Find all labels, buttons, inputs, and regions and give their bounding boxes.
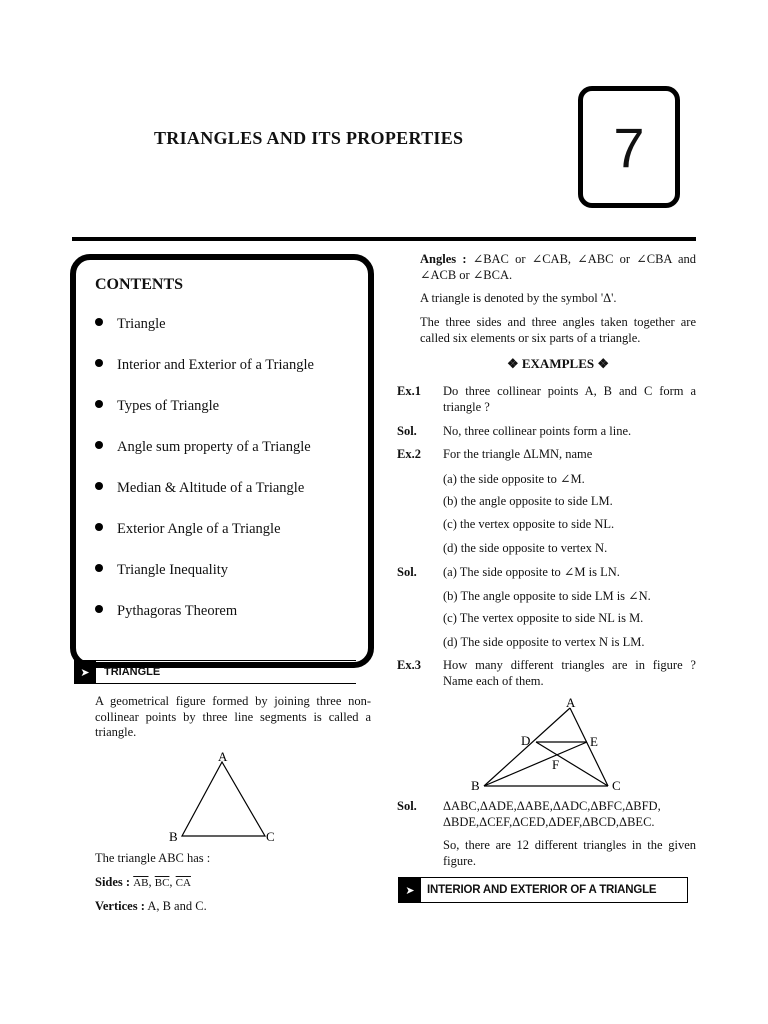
triangle-abc-figure [160,746,280,846]
ex2-item-a: (a) the side opposite to ∠M. [443,472,585,486]
sol3-conclusion: So, there are 12 different triangles in the given figure. [443,838,696,868]
contents-item: Median & Altitude of a Triangle [95,476,314,517]
triangle-caption: The triangle ABC has : [95,851,211,865]
contents-item: Types of Triangle [95,394,314,435]
contents-item: Pythagoras Theorem [95,599,314,640]
solution-1 [397,424,696,440]
interior-exterior-label: INTERIOR AND EXTERIOR OF A TRIANGLE [427,884,657,896]
chapter-title: TRIANGLES AND ITS PROPERTIES [154,128,464,148]
sol1-label: Sol. [397,424,417,438]
side-ab: $\overline{AB}$ [133,877,149,889]
fig2-label-b: B [471,778,480,793]
contents-item: Triangle [95,312,314,353]
interior-exterior-heading [398,877,688,903]
arrow-icon: ➤ [399,878,421,902]
ex2-item-c: (c) the vertex opposite to side NL. [443,517,615,531]
sol1-text: No, three collinear points form a line. [443,424,632,438]
ex3-label: Ex.3 [397,658,421,672]
ex3-triangle-figure [462,694,642,794]
vertices-text: A, B and C. [147,899,207,913]
sol2-item-a: (a) The side opposite to ∠M is LN. [443,565,620,579]
contents-item: Triangle Inequality [95,558,314,599]
ex1-label: Ex.1 [397,384,421,398]
vertex-label-c: C [266,829,275,844]
sides-label: Sides : [95,875,131,889]
angles-text: ∠BAC or ∠CAB, ∠ABC or ∠CBA and ∠ACB or ∠BCA. [420,252,697,282]
triangle-abc-shape [182,762,265,836]
contents-item: Interior and Exterior of a Triangle [95,353,314,394]
six-elements-paragraph: The three sides and three angles taken together are called six elements or six parts of a triangle. [420,315,696,345]
fig2-label-f: F [552,757,560,772]
contents-list [95,312,314,640]
fig2-label-e: E [590,734,598,749]
ex2-label: Ex.2 [397,447,421,461]
fig2-label-d: D [521,733,531,748]
side-ca: $\overline{CA}$ [175,877,191,889]
triangle-section-heading [74,660,356,684]
header-rule [72,237,696,241]
sol3-text: ΔABC,ΔADE,ΔABE,ΔADC,ΔBFC,ΔBFD, ΔBDE,ΔCEF,ΔCED,ΔDEF,ΔBCD,ΔBEC. [443,799,661,829]
sides-line: Sides : $\overline{AB}$, $\overline{BC}$, $\overline{CA}$ [95,875,191,889]
ex3-text: How many different triangles are in figure ? Name each of them. [443,658,696,688]
fig2-label-a: A [566,695,576,710]
example-1 [397,384,696,415]
fig2-label-c: C [612,778,621,793]
contents-item: Exterior Angle of a Triangle [95,517,314,558]
arrow-icon: ➤ [74,660,96,684]
vertex-label-b: B [169,829,178,844]
example-2 [397,447,696,463]
sol2-item-d: (d) The side opposite to vertex N is LM. [443,635,645,649]
ex1-text: Do three collinear points A, B and C form a triangle ? [443,384,696,414]
sol2-label: Sol. [397,565,417,579]
ex2-text: For the triangle ΔLMN, name [443,447,593,461]
triangle-definition: A geometrical figure formed by joining three non-collinear points by three line segments is called a triangle. [95,694,371,739]
sol2-item-b: (b) The angle opposite to side LM is ∠N. [443,589,651,603]
ex2-item-b: (b) the angle opposite to side LM. [443,494,613,508]
examples-heading: ❖ EXAMPLES ❖ [506,356,610,371]
solution-3 [397,799,696,830]
angles-paragraph [420,252,696,283]
chapter-number-box [578,86,680,208]
sol3-label: Sol. [397,799,417,813]
sol2-item-c: (c) The vertex opposite to side NL is M. [443,611,644,625]
vertices-label: Vertices : [95,899,145,913]
triangle-heading-label: TRIANGLE [104,666,161,678]
ex2-item-d: (d) the side opposite to vertex N. [443,541,608,555]
solution-2 [397,565,696,581]
symbol-paragraph: A triangle is denoted by the symbol 'Δ'. [420,291,617,305]
example-3 [397,658,696,689]
vertices-line [95,899,207,914]
side-bc: $\overline{BC}$ [154,877,170,889]
contents-title: CONTENTS [95,276,184,293]
vertex-label-a: A [218,749,228,764]
angles-label: Angles : [420,252,467,266]
contents-item: Angle sum property of a Triangle [95,435,314,476]
chapter-number: 7 [613,115,645,179]
